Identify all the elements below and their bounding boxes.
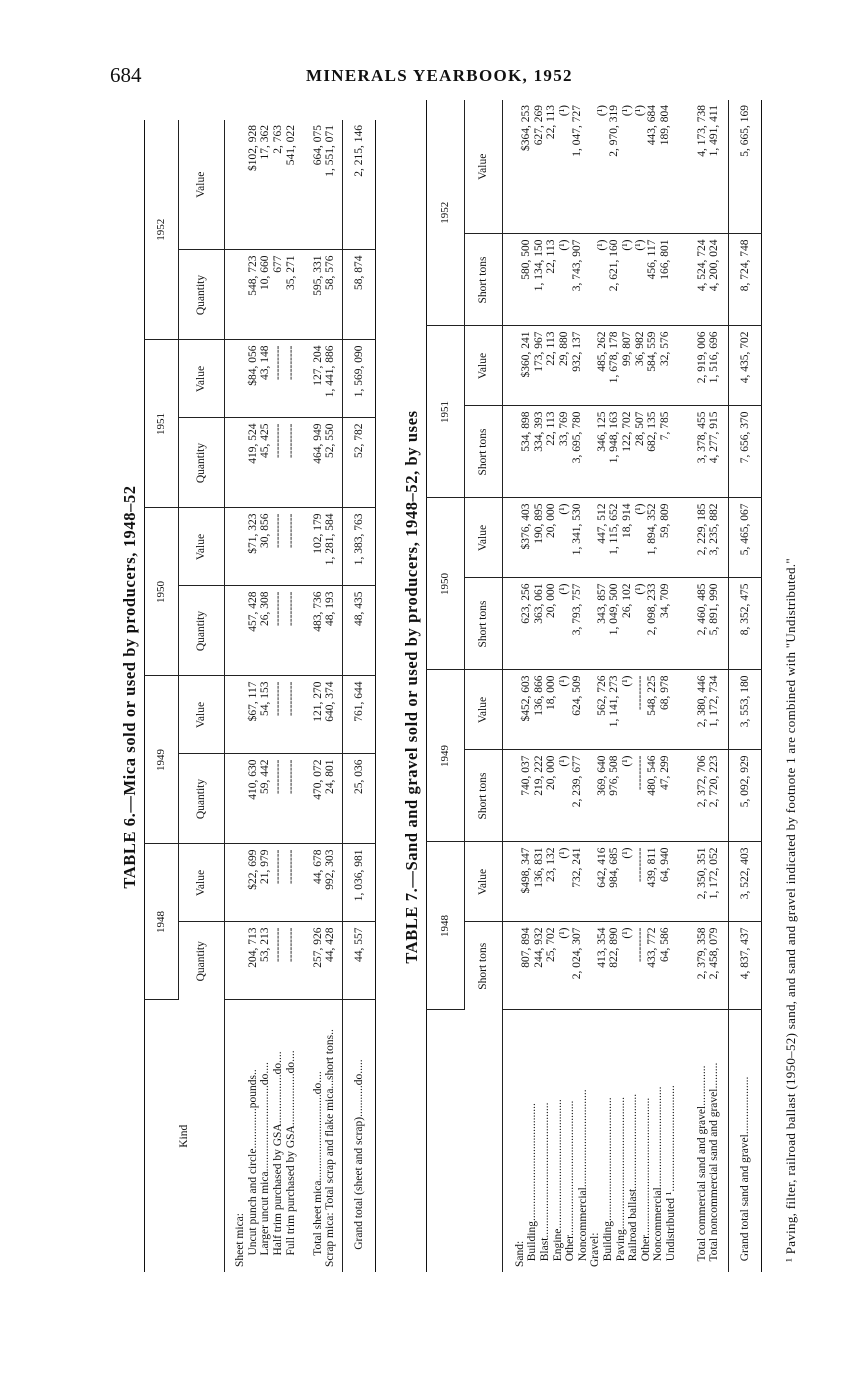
data-cell: 740, 037 219, 222 20, 000 (¹) 2, 239, 677 369, 640 976, 508 (¹) --------- 480, 546 47, 299 <box>503 750 689 842</box>
data-cell: 4, 435, 702 <box>729 326 762 406</box>
data-cell: 102, 179 1, 281, 584 <box>307 508 343 586</box>
data-cell: 3, 378, 455 4, 277, 915 <box>689 406 729 498</box>
row-labels-sheet-mica: Sheet mica: Uncut punch and circle..............pounds.. Larger uncut mica..............................do.... Half trim purchased by GSA.................do.... Full trim purchased by GSA..................do.... <box>234 1050 297 1267</box>
row-labels-sand-gravel: Sand: Building......................................... Blast............................................... Engine............................................. Other............................................... Noncommercial.................................. Gravel: Building........................................... Paving.............................................. Railroad ballast................................. Other................................................ Noncommercial................................... Undistributed ¹..................................... <box>513 1085 678 1267</box>
value-header: Value <box>179 508 225 586</box>
data-cell: 1, 036, 981 <box>343 844 376 922</box>
data-cell: 5, 665, 169 <box>729 100 762 234</box>
data-cell: $376, 403 190, 895 20, 000 (¹) 1, 341, 530 447, 512 1, 115, 652 18, 914 (¹) 1, 894, 352 59, 809 <box>503 498 689 578</box>
data-cell: 4, 837, 437 <box>729 922 762 1010</box>
data-cell: 2, 460, 485 5, 891, 990 <box>689 578 729 670</box>
table-7-caption: TABLE 7.—Sand and gravel sold or used by producers, 1948–52, by uses <box>402 410 421 964</box>
value-header: Value <box>179 844 225 922</box>
value-header: Value <box>179 120 225 250</box>
table-7-block <box>400 102 765 1272</box>
table-6-caption: TABLE 6.—Mica sold or used by producers, 1948–52 <box>120 485 139 889</box>
data-cell: 548, 723 10, 660 677 35, 271 <box>225 250 307 340</box>
data-cell: 121, 270 640, 374 <box>307 676 343 754</box>
row-labels-totals: Total sheet mica..............................do.... Scrap mica: Total scrap and flake mica...short tons.. <box>311 1029 337 1267</box>
data-cell: 7, 656, 370 <box>729 406 762 498</box>
value-header: Value <box>465 842 503 922</box>
year-header: 1952 <box>145 120 179 340</box>
year-header: 1950 <box>145 508 179 676</box>
value-header: Value <box>465 100 503 234</box>
value-header: Value <box>465 498 503 578</box>
data-cell: $498, 347 136, 831 23, 132 (¹) 732, 241 642, 416 984, 685 (¹) --------- 439, 811 64, 940 <box>503 842 689 922</box>
data-cell: 2, 372, 706 2, 720, 223 <box>689 750 729 842</box>
quantity-header: Short tons <box>465 406 503 498</box>
data-cell: 8, 352, 475 <box>729 578 762 670</box>
quantity-header: Quantity <box>179 586 225 676</box>
data-cell: 664, 075 1, 551, 071 <box>307 120 343 250</box>
data-cell: 2, 380, 446 1, 172, 734 <box>689 670 729 750</box>
data-cell: 419, 524 45, 425 --------- --------- <box>225 418 307 508</box>
year-header: 1949 <box>427 670 465 842</box>
data-cell: 2, 379, 358 2, 458, 079 <box>689 922 729 1010</box>
data-cell: 58, 874 <box>343 250 376 340</box>
row-label-grand-total: Grand total sand and gravel.................... <box>729 1010 762 1272</box>
data-cell: $71, 323 30, 856 --------- --------- <box>225 508 307 586</box>
data-cell: 44, 557 <box>343 922 376 1000</box>
kind-header <box>427 1010 503 1272</box>
data-cell: $360, 241 173, 967 22, 113 29, 880 932, 137 485, 262 1, 678, 178 99, 807 36, 982 584, 559 32, 576 <box>503 326 689 406</box>
data-cell: 2, 215, 146 <box>343 120 376 250</box>
year-header: 1951 <box>145 340 179 508</box>
footnote: ¹ Paving, filter, railroad ballast (1950–52) sand, and sand and gravel indicated by footnote 1 are combined with "Undistributed." <box>783 558 798 1262</box>
value-header: Value <box>179 340 225 418</box>
data-cell: 595, 331 58, 576 <box>307 250 343 340</box>
data-cell: 761, 644 <box>343 676 376 754</box>
data-cell: 48, 435 <box>343 586 376 676</box>
data-cell: 257, 926 44, 428 <box>307 922 343 1000</box>
data-cell: $364, 253 627, 269 22, 113 (¹) 1, 047, 727 (¹) 2, 970, 319 (¹) (¹) 443, 684 189, 804 <box>503 100 689 234</box>
data-cell: 807, 894 244, 932 25, 702 (¹) 2, 024, 307 413, 354 822, 890 (¹) --------- 433, 772 64, 586 <box>503 922 689 1010</box>
data-cell: 25, 036 <box>343 754 376 844</box>
year-header: 1949 <box>145 676 179 844</box>
data-cell: $452, 603 136, 866 18, 000 (¹) 624, 509 562, 726 1, 141, 273 (¹) --------- 548, 225 68, 978 <box>503 670 689 750</box>
data-cell: 44, 678 992, 303 <box>307 844 343 922</box>
year-header: 1952 <box>427 100 465 326</box>
quantity-header: Quantity <box>179 418 225 508</box>
data-cell: 127, 204 1, 441, 886 <box>307 340 343 418</box>
value-header: Value <box>179 676 225 754</box>
data-cell: 3, 522, 403 <box>729 842 762 922</box>
data-cell: 2, 229, 185 3, 235, 882 <box>689 498 729 578</box>
data-cell: 483, 736 48, 193 <box>307 586 343 676</box>
quantity-header: Quantity <box>179 754 225 844</box>
value-header: Value <box>465 670 503 750</box>
data-cell: 623, 256 363, 061 20, 000 (¹) 3, 793, 757 343, 857 1, 049, 500 26, 102 (¹) 2, 098, 233 34, 709 <box>503 578 689 670</box>
data-cell: $22, 699 21, 979 --------- --------- <box>225 844 307 922</box>
data-cell: 1, 383, 763 <box>343 508 376 586</box>
data-cell: 4, 524, 724 4, 200, 024 <box>689 234 729 326</box>
data-cell: 5, 465, 067 <box>729 498 762 578</box>
data-cell: 534, 898 334, 393 22, 113 33, 769 3, 695, 780 346, 125 1, 948, 163 122, 702 28, 507 682, 135 7, 785 <box>503 406 689 498</box>
quantity-header: Short tons <box>465 750 503 842</box>
year-header: 1948 <box>145 844 179 1000</box>
row-labels-totals: Total commercial sand and gravel.............. Total noncommercial sand and gravel......... <box>695 1062 721 1262</box>
year-header: 1950 <box>427 498 465 670</box>
data-cell: 2, 919, 006 1, 516, 696 <box>689 326 729 406</box>
data-cell: 470, 072 24, 801 <box>307 754 343 844</box>
year-header: 1948 <box>427 842 465 1010</box>
year-header: 1951 <box>427 326 465 498</box>
quantity-header: Short tons <box>465 234 503 326</box>
data-cell: $67, 117 54, 153 --------- --------- <box>225 676 307 754</box>
kind-header: Kind <box>145 1000 225 1272</box>
data-cell: $84, 056 43, 148 --------- --------- <box>225 340 307 418</box>
data-cell: 410, 630 59, 442 --------- --------- <box>225 754 307 844</box>
value-header: Value <box>465 326 503 406</box>
data-cell: $102, 928 17, 362 2, 763 541, 022 <box>225 120 307 250</box>
data-cell: 3, 553, 180 <box>729 670 762 750</box>
data-cell: 8, 724, 748 <box>729 234 762 326</box>
quantity-header: Short tons <box>465 578 503 670</box>
data-cell: 4, 173, 738 1, 491, 411 <box>689 100 729 234</box>
quantity-header: Quantity <box>179 250 225 340</box>
data-cell: 580, 500 1, 134, 150 22, 113 (¹) 3, 743, 907 (¹) 2, 621, 160 (¹) (¹) 456, 117 166, 801 <box>503 234 689 326</box>
data-cell: 2, 350, 351 1, 172, 052 <box>689 842 729 922</box>
data-cell: 52, 782 <box>343 418 376 508</box>
page-number: 684 <box>110 63 142 87</box>
data-cell: 464, 949 52, 550 <box>307 418 343 508</box>
data-cell: 5, 092, 929 <box>729 750 762 842</box>
quantity-header: Short tons <box>465 922 503 1010</box>
data-cell: 1, 569, 090 <box>343 340 376 418</box>
table-7 <box>426 100 762 1272</box>
table-6 <box>144 120 376 1272</box>
data-cell: 204, 713 53, 213 --------- --------- <box>225 922 307 1000</box>
row-label-grand-total: Grand total (sheet and scrap)...........do..... <box>343 1000 376 1272</box>
table-6-block <box>118 102 373 1272</box>
quantity-header: Quantity <box>179 922 225 1000</box>
data-cell: 457, 428 26, 308 --------- --------- <box>225 586 307 676</box>
running-head: MINERALS YEARBOOK, 1952 <box>306 66 573 85</box>
